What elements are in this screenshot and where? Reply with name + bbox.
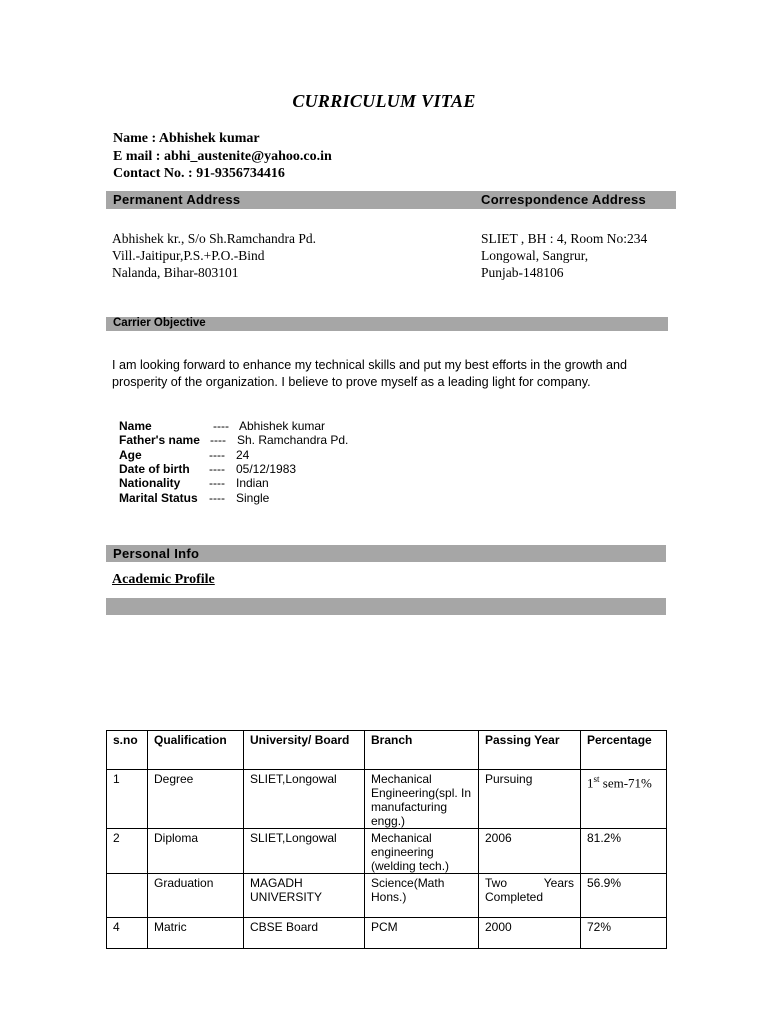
correspondence-address-line: SLIET , BH : 4, Room No:234 xyxy=(481,231,648,246)
academic-profile-heading: Academic Profile xyxy=(112,572,215,587)
percent-suffix-sup: st xyxy=(593,774,600,784)
column-header: Branch xyxy=(365,731,479,770)
cell-sno xyxy=(107,874,148,918)
cell-percent xyxy=(581,770,667,829)
cell-year: Pursuing xyxy=(479,770,581,829)
detail-separator: ---- xyxy=(213,419,229,433)
cell-board: SLIET,Longowal xyxy=(244,770,365,829)
detail-separator: ---- xyxy=(209,448,225,462)
cell-year: 2000 xyxy=(479,918,581,949)
detail-value: Sh. Ramchandra Pd. xyxy=(237,433,349,447)
name-line: Name : Abhishek kumar xyxy=(113,131,260,146)
permanent-address-line: Nalanda, Bihar-803101 xyxy=(112,265,239,280)
detail-separator: ---- xyxy=(209,476,225,490)
cell-qualification: Diploma xyxy=(148,829,244,874)
detail-label: Marital Status xyxy=(119,491,198,505)
permanent-address-label: Permanent Address xyxy=(113,192,241,207)
table-header-row xyxy=(107,731,667,770)
academic-table xyxy=(106,730,667,949)
detail-label: Name xyxy=(119,419,152,433)
page-title: CURRICULUM VITAE xyxy=(292,91,476,111)
column-header: s.no xyxy=(107,731,148,770)
email-line: E mail : abhi_austenite@yahoo.co.in xyxy=(113,149,332,164)
cell-branch: Mechanical Engineering(spl. In manufacturing engg.) xyxy=(365,770,479,829)
cell-percent: 56.9% xyxy=(581,874,667,918)
cell-percent: 72% xyxy=(581,918,667,949)
table-row xyxy=(107,770,667,829)
contact-line: Contact No. : 91-9356734416 xyxy=(113,166,285,181)
year-line xyxy=(485,876,574,890)
cell-qualification: Graduation xyxy=(148,874,244,918)
detail-value: 05/12/1983 xyxy=(236,462,297,476)
correspondence-address-label: Correspondence Address xyxy=(481,192,647,207)
correspondence-address-line: Longowal, Sangrur, xyxy=(481,248,589,263)
cell-branch: Science(Math Hons.) xyxy=(365,874,479,918)
permanent-address-line: Abhishek kr., S/o Sh.Ramchandra Pd. xyxy=(112,231,316,246)
academic-profile-bar xyxy=(106,598,666,615)
year-part: Two xyxy=(485,876,508,890)
detail-label: Date of birth xyxy=(119,462,190,476)
detail-value: Single xyxy=(236,491,270,505)
correspondence-address-line: Punjab-148106 xyxy=(481,265,564,280)
cell-sno: 1 xyxy=(107,770,148,829)
cell-sno: 4 xyxy=(107,918,148,949)
table-row xyxy=(107,874,667,918)
permanent-address-line: Vill.-Jaitipur,P.S.+P.O.-Bind xyxy=(112,248,265,263)
detail-value: Abhishek kumar xyxy=(239,419,326,433)
cell-year: 2006 xyxy=(479,829,581,874)
detail-label: Age xyxy=(119,448,142,462)
detail-separator: ---- xyxy=(210,433,226,447)
percent-rest: sem-71% xyxy=(599,775,652,791)
objective-text: I am looking forward to enhance my technical skills and put my best efforts in the growth and prosperity of the organization. I believe to prove myself as a leading light for company. xyxy=(112,358,627,389)
column-header: Qualification xyxy=(148,731,244,770)
column-header: Percentage xyxy=(581,731,667,770)
table-row xyxy=(107,829,667,874)
detail-value: 24 xyxy=(236,448,250,462)
cell-qualification: Matric xyxy=(148,918,244,949)
cell-year xyxy=(479,874,581,918)
cell-board: SLIET,Longowal xyxy=(244,829,365,874)
detail-label: Nationality xyxy=(119,476,181,490)
cell-branch: Mechanical engineering (welding tech.) xyxy=(365,829,479,874)
detail-separator: ---- xyxy=(209,491,225,505)
detail-value: Indian xyxy=(236,476,269,490)
column-header: Passing Year xyxy=(479,731,581,770)
table-row xyxy=(107,918,667,949)
cell-branch: PCM xyxy=(365,918,479,949)
percent-prefix: 1 xyxy=(587,775,594,791)
personal-info-label: Personal Info xyxy=(113,546,200,561)
cell-board: CBSE Board xyxy=(244,918,365,949)
cell-qualification: Degree xyxy=(148,770,244,829)
year-part: Completed xyxy=(485,890,544,904)
detail-label: Father's name xyxy=(119,433,200,447)
column-header: University/ Board xyxy=(244,731,365,770)
year-part: Years xyxy=(543,876,574,890)
objective-label: Carrier Objective xyxy=(113,317,206,329)
detail-separator: ---- xyxy=(209,462,225,476)
cell-percent: 81.2% xyxy=(581,829,667,874)
cell-board: MAGADH UNIVERSITY xyxy=(244,874,365,918)
cell-sno: 2 xyxy=(107,829,148,874)
